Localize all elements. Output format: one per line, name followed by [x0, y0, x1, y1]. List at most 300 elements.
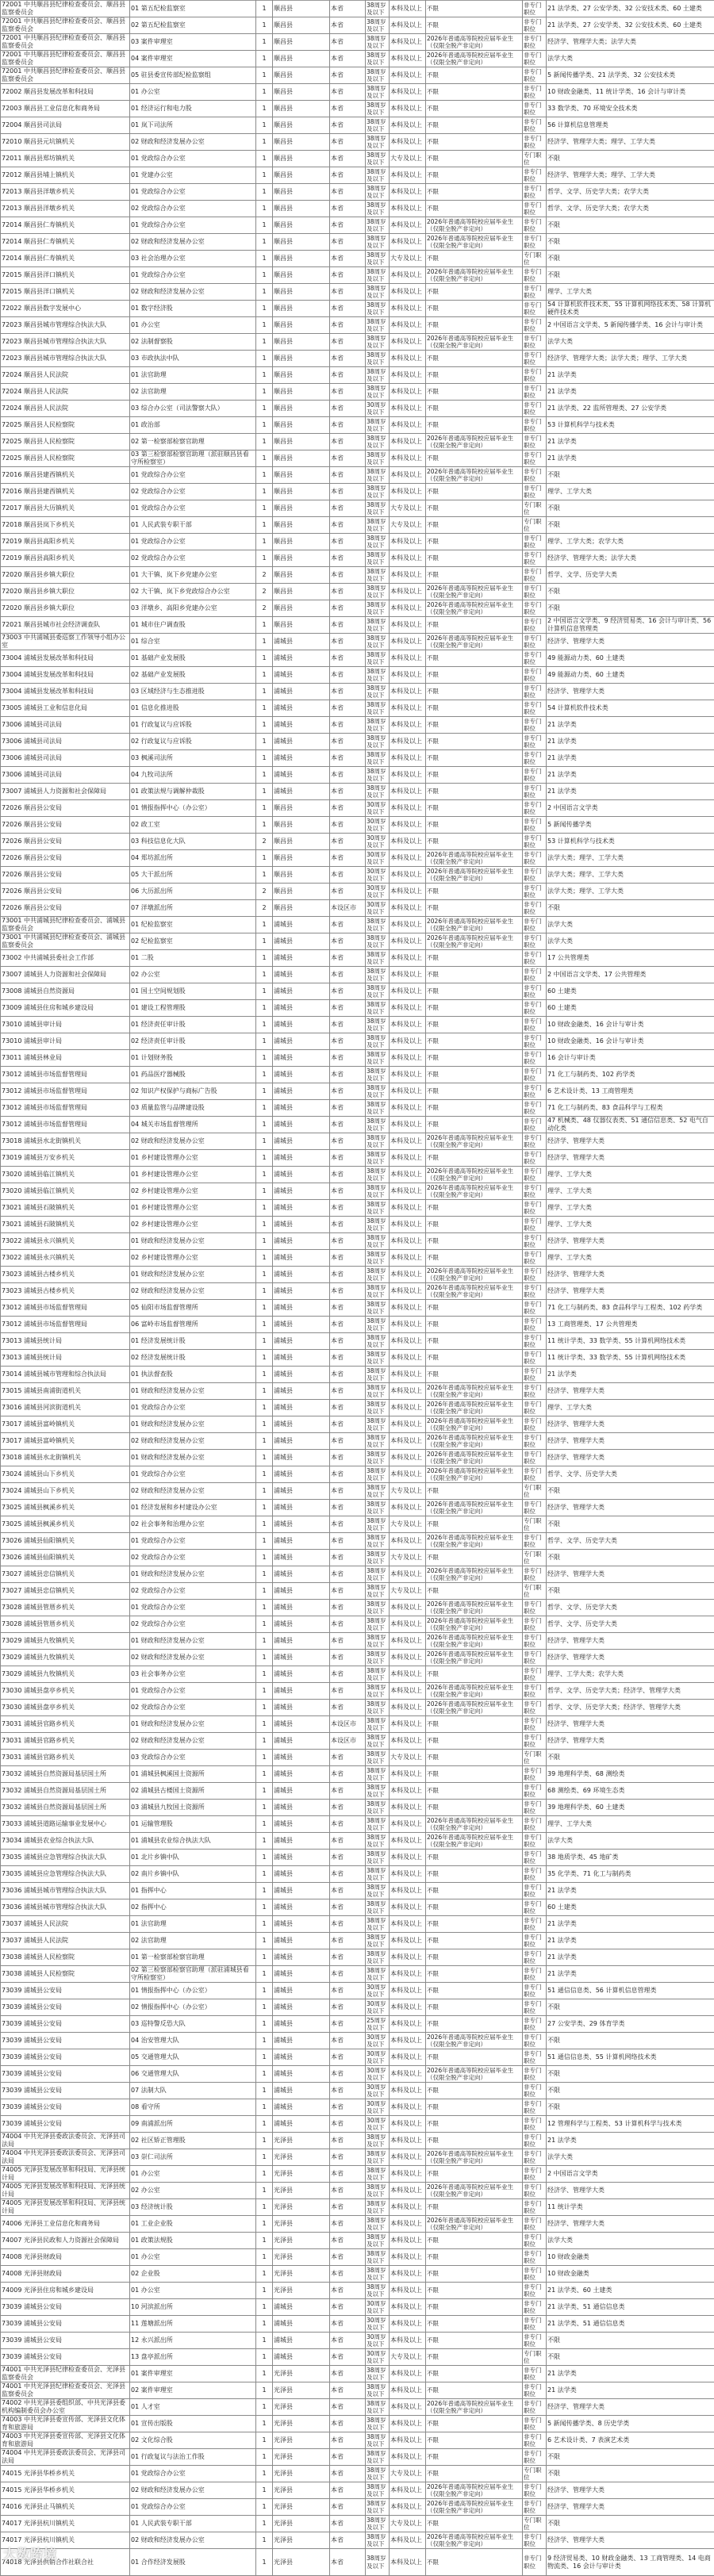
region-cell: 浦城县 [273, 1333, 330, 1350]
residence-cell: 本省 [330, 234, 366, 251]
table-row [1, 1183, 714, 1200]
eligibility-cell: 不限 [426, 317, 523, 334]
age-cell: 38周岁及以下 [366, 967, 390, 983]
residence-cell: 本省 [330, 1999, 366, 2016]
education-cell: 本科及以上 [390, 1833, 426, 1850]
table-row [1, 301, 714, 317]
age-cell: 38周岁及以下 [366, 1766, 390, 1783]
region-cell: 浦城县 [273, 1416, 330, 1433]
headcount-cell: 1 [256, 1550, 273, 1566]
position-type-cell: 非专门职位 [523, 1033, 547, 1050]
eligibility-cell: 不限 [426, 2449, 523, 2466]
age-cell: 38周岁及以下 [366, 1167, 390, 1183]
position-cell: 04 郑坊派出所 [130, 850, 256, 867]
education-cell: 本科及以上 [390, 2432, 426, 2449]
position-type-cell: 非专门职位 [523, 1416, 547, 1433]
employer-cell: 74004 中共光泽县委政法委员会、光泽县司法局 [1, 2149, 130, 2166]
region-cell: 顺昌县 [273, 517, 330, 534]
headcount-cell: 1 [256, 51, 273, 67]
age-cell: 38周岁及以下 [366, 2499, 390, 2516]
residence-cell: 本省 [330, 2316, 366, 2333]
age-cell: 38周岁及以下 [366, 2399, 390, 2416]
major-cell: 39 地理科学类、68 测绘类 [547, 1766, 714, 1783]
position-cell: 01 乡村建设管理办公室 [130, 1150, 256, 1167]
age-cell: 38周岁及以下 [366, 2266, 390, 2283]
table-row [1, 767, 714, 784]
employer-cell: 72016 顺昌县建西镇机关 [1, 484, 130, 500]
major-cell: 21 法学类 [547, 2133, 714, 2149]
position-type-cell: 非专门职位 [523, 567, 547, 584]
employer-cell: 73021 浦城县石陂镇机关 [1, 1217, 130, 1233]
position-type-cell: 非专门职位 [523, 1233, 547, 1250]
region-cell: 光泽县 [273, 2249, 330, 2266]
age-cell: 30周岁及以下 [366, 850, 390, 867]
residence-cell: 本省 [330, 1533, 366, 1550]
table-row [1, 2033, 714, 2049]
residence-cell: 本省 [330, 1117, 366, 1133]
age-cell: 38周岁及以下 [366, 217, 390, 234]
education-cell: 本科及以上 [390, 2133, 426, 2149]
position-cell: 02 党政综合办公室 [130, 1700, 256, 1716]
position-type-cell: 专门职位 [523, 2466, 547, 2482]
major-cell: 11 统计学类、33 数学类、55 计算机网络技术类 [547, 1350, 714, 1367]
table-row [1, 1683, 714, 1700]
employer-cell: 73028 浦城县管厝乡机关 [1, 1600, 130, 1616]
region-cell: 浦城县 [273, 1100, 330, 1117]
major-cell: 哲学、文学、历史学大类；农学大类 [547, 184, 714, 201]
position-cell: 01 数字经济股 [130, 301, 256, 317]
region-cell: 顺昌县 [273, 267, 330, 284]
table-row [1, 1466, 714, 1483]
position-type-cell: 非专门职位 [523, 1100, 547, 1117]
table-row [1, 2283, 714, 2299]
eligibility-cell: 不限 [426, 2233, 523, 2249]
eligibility-cell: 2026年普通高等院校应届毕业生（仅限全脱产非定向） [426, 2499, 523, 2516]
position-type-cell: 非专门职位 [523, 734, 547, 750]
region-cell: 浦城县 [273, 667, 330, 684]
position-type-cell: 非专门职位 [523, 2366, 547, 2382]
table-row [1, 2333, 714, 2349]
major-cell: 经济学、管理学大类；理学、工学大类 [547, 167, 714, 184]
position-cell: 01 党政综合办公室 [130, 1683, 256, 1700]
employer-cell: 73027 浦城县忠信镇机关 [1, 1583, 130, 1600]
position-cell: 02 办公室 [130, 2183, 256, 2199]
employer-cell: 73035 浦城县应急管理综合执法大队 [1, 1850, 130, 1866]
position-cell: 01 二股 [130, 950, 256, 967]
position-type-cell: 非专门职位 [523, 667, 547, 684]
age-cell: 30周岁及以下 [366, 817, 390, 834]
residence-cell: 本省 [330, 334, 366, 351]
major-cell: 54 计算机软件技术类 [547, 700, 714, 717]
age-cell: 38周岁及以下 [366, 2466, 390, 2482]
age-cell: 38周岁及以下 [366, 1033, 390, 1050]
employer-cell: 73038 浦城县人民检察院 [1, 1949, 130, 1966]
region-cell: 顺昌县 [273, 484, 330, 500]
position-cell: 01 财政和经济发展办公室 [130, 1233, 256, 1250]
position-cell: 02 财政和经济发展办公室 [130, 134, 256, 151]
employer-cell: 73018 浦城县水北街镇机关 [1, 1133, 130, 1150]
employer-cell: 73033 浦城县道路运输事业发展中心 [1, 1816, 130, 1833]
region-cell: 光泽县 [273, 2166, 330, 2183]
employer-cell: 74002 中共光泽县委组织部、中共光泽县委机构编制委员会办公室 [1, 2399, 130, 2416]
headcount-cell: 2 [256, 900, 273, 917]
table-row [1, 2549, 714, 2576]
position-type-cell: 非专门职位 [523, 700, 547, 717]
table-row [1, 2532, 714, 2549]
headcount-cell: 1 [256, 2482, 273, 2499]
residence-cell: 本省 [330, 1267, 366, 1283]
education-cell: 本科及以上 [390, 2499, 426, 2516]
position-type-cell: 非专门职位 [523, 1616, 547, 1633]
position-cell: 02 经济发展统计股 [130, 1350, 256, 1367]
headcount-cell: 1 [256, 1283, 273, 1300]
eligibility-cell: 不限 [426, 251, 523, 267]
residence-cell: 本省 [330, 2333, 366, 2349]
eligibility-cell: 2026年普通高等院校应届毕业生（仅限全脱产非定向） [426, 234, 523, 251]
residence-cell: 本省 [330, 34, 366, 51]
age-cell: 38周岁及以下 [366, 1250, 390, 1267]
employer-cell: 73037 浦城县人民法院 [1, 1933, 130, 1949]
position-cell: 03 洋墩乡、高阳乡党建办公室 [130, 600, 256, 617]
position-cell: 02 第三检察部检察官助理（派驻浦城县看守所检察室） [130, 1966, 256, 1983]
position-type-cell: 非专门职位 [523, 1716, 547, 1733]
position-type-cell: 非专门职位 [523, 1783, 547, 1800]
position-cell: 01 党政综合办公室 [130, 184, 256, 201]
residence-cell: 本省 [330, 650, 366, 667]
position-cell: 04 治安管理大队 [130, 2033, 256, 2049]
position-cell: 02 企业股 [130, 2266, 256, 2283]
position-type-cell: 非专门职位 [523, 950, 547, 967]
table-row [1, 334, 714, 351]
eligibility-cell: 不限 [426, 2116, 523, 2133]
position-type-cell: 非专门职位 [523, 1533, 547, 1550]
major-cell: 经济学、管理学大类 [547, 1500, 714, 1516]
education-cell: 本科及以上 [390, 1217, 426, 1233]
major-cell: 21 法学类 [547, 734, 714, 750]
employer-cell: 74016 光泽县止马镇机关 [1, 2499, 130, 2516]
eligibility-cell: 2026年普通高等院校应届毕业生（仅限全脱产非定向） [426, 867, 523, 884]
headcount-cell: 1 [256, 2083, 273, 2099]
position-cell: 04 城关市场监督管理所 [130, 1117, 256, 1133]
major-cell: 53 计算机科学与技术类 [547, 834, 714, 850]
education-cell: 本科及以上 [390, 167, 426, 184]
table-row [1, 450, 714, 467]
headcount-cell: 1 [256, 2299, 273, 2316]
position-cell: 05 仙阳市场监督管理所 [130, 1300, 256, 1317]
education-cell: 本科及以上 [390, 317, 426, 334]
employer-cell: 73038 浦城县人民检察院 [1, 1966, 130, 1983]
table-row [1, 251, 714, 267]
major-cell: 法学大类 [547, 334, 714, 351]
age-cell: 30周岁及以下 [366, 834, 390, 850]
residence-cell: 本省 [330, 884, 366, 900]
residence-cell: 本省 [330, 1483, 366, 1500]
education-cell: 大专及以上 [390, 251, 426, 267]
education-cell: 本科及以上 [390, 1850, 426, 1866]
major-cell: 不限 [547, 267, 714, 284]
position-type-cell: 非专门职位 [523, 600, 547, 617]
major-cell: 21 法学类 [547, 1883, 714, 1899]
residence-cell: 本省 [330, 933, 366, 950]
education-cell: 本科及以上 [390, 1267, 426, 1283]
headcount-cell: 1 [256, 1217, 273, 1233]
residence-cell: 本省 [330, 1233, 366, 1250]
employer-cell: 72001 中共顺昌县纪律检查委员会、顺昌县监察委员会 [1, 1, 130, 17]
residence-cell: 本省 [330, 1916, 366, 1933]
table-row [1, 1983, 714, 1999]
position-type-cell: 非专门职位 [523, 34, 547, 51]
major-cell: 21 法学类 [547, 1949, 714, 1966]
education-cell: 本科及以上 [390, 2316, 426, 2333]
education-cell: 本科及以上 [390, 784, 426, 800]
headcount-cell: 1 [256, 1083, 273, 1100]
education-cell: 本科及以上 [390, 2033, 426, 2049]
position-type-cell: 非专门职位 [523, 434, 547, 450]
education-cell: 大专及以上 [390, 1550, 426, 1566]
table-row [1, 2066, 714, 2083]
table-row [1, 267, 714, 284]
age-cell: 38周岁及以下 [366, 1300, 390, 1317]
major-cell: 经济学、管理学大类 [547, 1267, 714, 1283]
major-cell: 哲学、文学、历史学大类；经济学、管理学大类 [547, 1700, 714, 1716]
position-cell: 01 党政综合办公室 [130, 151, 256, 167]
eligibility-cell: 不限 [426, 184, 523, 201]
employer-cell: 72002 顺昌县发展改革和科技局 [1, 84, 130, 101]
eligibility-cell: 2026年普通高等院校应届毕业生（仅限全脱产非定向） [426, 434, 523, 450]
age-cell: 38周岁及以下 [366, 1383, 390, 1400]
major-cell: 哲学、文学、历史学大类；农学大类 [547, 201, 714, 217]
major-cell: 10 财政金融类、11 统计学类、16 会计与审计类 [547, 84, 714, 101]
residence-cell: 本省 [330, 1700, 366, 1716]
education-cell: 本科及以上 [390, 1250, 426, 1267]
age-cell: 38周岁及以下 [366, 1000, 390, 1017]
table-row [1, 2216, 714, 2233]
education-cell: 本科及以上 [390, 1949, 426, 1966]
region-cell: 光泽县 [273, 2382, 330, 2399]
eligibility-cell: 不限 [426, 1716, 523, 1733]
employer-cell: 73010 浦城县审计局 [1, 1017, 130, 1033]
region-cell: 顺昌县 [273, 184, 330, 201]
residence-cell: 本省 [330, 1017, 366, 1033]
major-cell: 21 法学类 [547, 1933, 714, 1949]
region-cell: 光泽县 [273, 2466, 330, 2482]
major-cell: 不限 [547, 517, 714, 534]
eligibility-cell: 2026年普通高等院校应届毕业生（仅限全脱产非定向） [426, 1533, 523, 1550]
residence-cell: 本省 [330, 201, 366, 217]
position-cell: 03 巡特警反恐大队 [130, 2016, 256, 2033]
headcount-cell: 1 [256, 1450, 273, 1466]
employer-cell: 73027 浦城县忠信镇机关 [1, 1566, 130, 1583]
position-type-cell: 非专门职位 [523, 2266, 547, 2283]
age-cell: 38周岁及以下 [366, 117, 390, 134]
eligibility-cell: 不限 [426, 650, 523, 667]
eligibility-cell: 不限 [426, 1766, 523, 1783]
region-cell: 顺昌县 [273, 600, 330, 617]
education-cell: 大专及以上 [390, 1583, 426, 1600]
headcount-cell: 1 [256, 1400, 273, 1416]
eligibility-cell: 不限 [426, 401, 523, 417]
age-cell: 38周岁及以下 [366, 151, 390, 167]
region-cell: 浦城县 [273, 684, 330, 700]
position-cell: 01 党政综合办公室 [130, 1400, 256, 1416]
table-row [1, 1300, 714, 1317]
major-cell: 21 法学类、27 公安学类、32 公安技术类、60 土建类 [547, 17, 714, 34]
headcount-cell: 1 [256, 1516, 273, 1533]
headcount-cell: 1 [256, 1716, 273, 1733]
major-cell: 71 化工与制药类、102 药学类 [547, 1067, 714, 1083]
education-cell: 本科及以上 [390, 1317, 426, 1333]
eligibility-cell: 不限 [426, 784, 523, 800]
position-type-cell: 非专门职位 [523, 1983, 547, 1999]
table-row [1, 1083, 714, 1100]
position-type-cell: 非专门职位 [523, 933, 547, 950]
age-cell: 38周岁及以下 [366, 1966, 390, 1983]
table-row [1, 1317, 714, 1333]
major-cell: 不限 [547, 2349, 714, 2366]
eligibility-cell: 不限 [426, 1000, 523, 1017]
employer-cell: 74003 中共光泽县委宣传部、光泽县文化体育和旅游局 [1, 2432, 130, 2449]
residence-cell: 本省 [330, 1516, 366, 1533]
age-cell: 38周岁及以下 [366, 1283, 390, 1300]
age-cell: 38周岁及以下 [366, 2482, 390, 2499]
employer-cell: 74001 中共光泽县纪律检查委员会、光泽县监察委员会 [1, 2382, 130, 2399]
major-cell: 不限 [547, 2066, 714, 2083]
major-cell: 经济学、管理学大类 [547, 2532, 714, 2549]
age-cell: 38周岁及以下 [366, 1933, 390, 1949]
employer-cell: 73023 浦城县古楼乡机关 [1, 1283, 130, 1300]
headcount-cell: 1 [256, 1616, 273, 1633]
table-row [1, 800, 714, 817]
education-cell: 大专及以上 [390, 517, 426, 534]
education-cell: 本科及以上 [390, 1117, 426, 1133]
residence-cell: 本省 [330, 101, 366, 117]
age-cell: 38周岁及以下 [366, 1416, 390, 1433]
position-cell: 01 党政综合办公室 [130, 1600, 256, 1616]
major-cell: 经济学、管理学大类 [547, 1383, 714, 1400]
employer-cell: 72014 顺昌县仁寿镇机关 [1, 251, 130, 267]
major-cell: 哲学、文学、历史学大类；经济学、管理学大类 [547, 1683, 714, 1700]
position-cell: 01 财政和经济发展办公室 [130, 1566, 256, 1583]
major-cell: 9 经济贸易类、10 财政金融类、13 工商管理类、14 电商物流类、16 会计与审计类 [547, 2549, 714, 2576]
major-cell: 不限 [547, 1516, 714, 1533]
employer-cell: 73018 浦城县水北街镇机关 [1, 1450, 130, 1466]
age-cell: 38周岁及以下 [366, 1650, 390, 1666]
position-type-cell: 非专门职位 [523, 2183, 547, 2199]
table-row [1, 2133, 714, 2149]
residence-cell: 本省 [330, 2449, 366, 2466]
education-cell: 本科及以上 [390, 384, 426, 401]
eligibility-cell: 不限 [426, 1150, 523, 1167]
region-cell: 浦城县 [273, 734, 330, 750]
headcount-cell: 1 [256, 1500, 273, 1516]
major-cell: 51 通信信息类、55 计算机网络技术类 [547, 2049, 714, 2066]
eligibility-cell: 2026年普通高等院校应届毕业生（仅限全脱产非定向） [426, 1167, 523, 1183]
education-cell: 本科及以上 [390, 2249, 426, 2266]
table-row [1, 2116, 714, 2133]
position-type-cell: 非专门职位 [523, 1400, 547, 1416]
region-cell: 顺昌县 [273, 800, 330, 817]
region-cell: 浦城县 [273, 1017, 330, 1033]
region-cell: 浦城县 [273, 717, 330, 734]
education-cell: 本科及以上 [390, 1200, 426, 1217]
headcount-cell: 1 [256, 1833, 273, 1850]
residence-cell: 本省 [330, 1150, 366, 1167]
education-cell: 本科及以上 [390, 1500, 426, 1516]
position-type-cell: 非专门职位 [523, 2216, 547, 2233]
age-cell: 38周岁及以下 [366, 450, 390, 467]
major-cell: 21 法学类 [547, 717, 714, 734]
headcount-cell: 1 [256, 2549, 273, 2576]
position-type-cell: 专门职位 [523, 1550, 547, 1566]
headcount-cell: 1 [256, 1766, 273, 1783]
education-cell: 本科及以上 [390, 334, 426, 351]
major-cell: 60 土建类 [547, 1899, 714, 1916]
region-cell: 浦城县 [273, 917, 330, 933]
headcount-cell: 1 [256, 2316, 273, 2333]
employer-cell: 73036 浦城县城市管理综合执法大队 [1, 1899, 130, 1916]
residence-cell: 本省 [330, 151, 366, 167]
age-cell: 38周岁及以下 [366, 2199, 390, 2216]
table-row [1, 750, 714, 767]
age-cell: 38周岁及以下 [366, 617, 390, 634]
age-cell: 38周岁及以下 [366, 2283, 390, 2299]
position-cell: 02 第一检察部检察官助理 [130, 434, 256, 450]
table-row [1, 2049, 714, 2066]
eligibility-cell: 不限 [426, 2316, 523, 2333]
eligibility-cell: 2026年普通高等院校应届毕业生（仅限全脱产非定向） [426, 2033, 523, 2049]
table-row [1, 2482, 714, 2499]
eligibility-cell: 2026年普通高等院校应届毕业生（仅限全脱产非定向） [426, 1450, 523, 1466]
headcount-cell: 1 [256, 417, 273, 434]
region-cell: 光泽县 [273, 2283, 330, 2299]
table-row [1, 884, 714, 900]
eligibility-cell: 不限 [426, 1050, 523, 1067]
age-cell: 30周岁及以下 [366, 2349, 390, 2366]
major-cell: 33 数学类、70 环境安全技术类 [547, 101, 714, 117]
age-cell: 38周岁及以下 [366, 1850, 390, 1866]
education-cell: 本科及以上 [390, 401, 426, 417]
age-cell: 30周岁及以下 [366, 2333, 390, 2349]
major-cell: 17 公共管理类 [547, 950, 714, 967]
major-cell: 法学大类 [547, 2149, 714, 2166]
table-row [1, 2516, 714, 2532]
position-cell: 02 乡村建设管理办公室 [130, 1217, 256, 1233]
table-row [1, 1816, 714, 1833]
eligibility-cell: 不限 [426, 450, 523, 467]
table-row [1, 2432, 714, 2449]
headcount-cell: 1 [256, 2116, 273, 2133]
table-row [1, 584, 714, 600]
headcount-cell: 1 [256, 550, 273, 567]
eligibility-cell: 不限 [426, 117, 523, 134]
table-row [1, 1383, 714, 1400]
age-cell: 38周岁及以下 [366, 1516, 390, 1533]
major-cell: 5 新闻传播学类、21 法学类、32 公安技术类 [547, 67, 714, 84]
position-cell: 01 案件审理室 [130, 2366, 256, 2382]
age-cell: 38周岁及以下 [366, 1716, 390, 1733]
education-cell: 本科及以上 [390, 1133, 426, 1150]
major-cell: 经济学、管理学大类 [547, 1450, 714, 1466]
employer-cell: 73012 浦城县市场监督管理局 [1, 1117, 130, 1133]
age-cell: 38周岁及以下 [366, 1583, 390, 1600]
table-row [1, 1033, 714, 1050]
table-row [1, 1416, 714, 1433]
table-row [1, 1800, 714, 1816]
headcount-cell: 1 [256, 1483, 273, 1500]
employer-cell: 73028 浦城县管厝乡机关 [1, 1616, 130, 1633]
major-cell: 11 统计学类 [547, 2199, 714, 2216]
position-type-cell: 非专门职位 [523, 101, 547, 117]
